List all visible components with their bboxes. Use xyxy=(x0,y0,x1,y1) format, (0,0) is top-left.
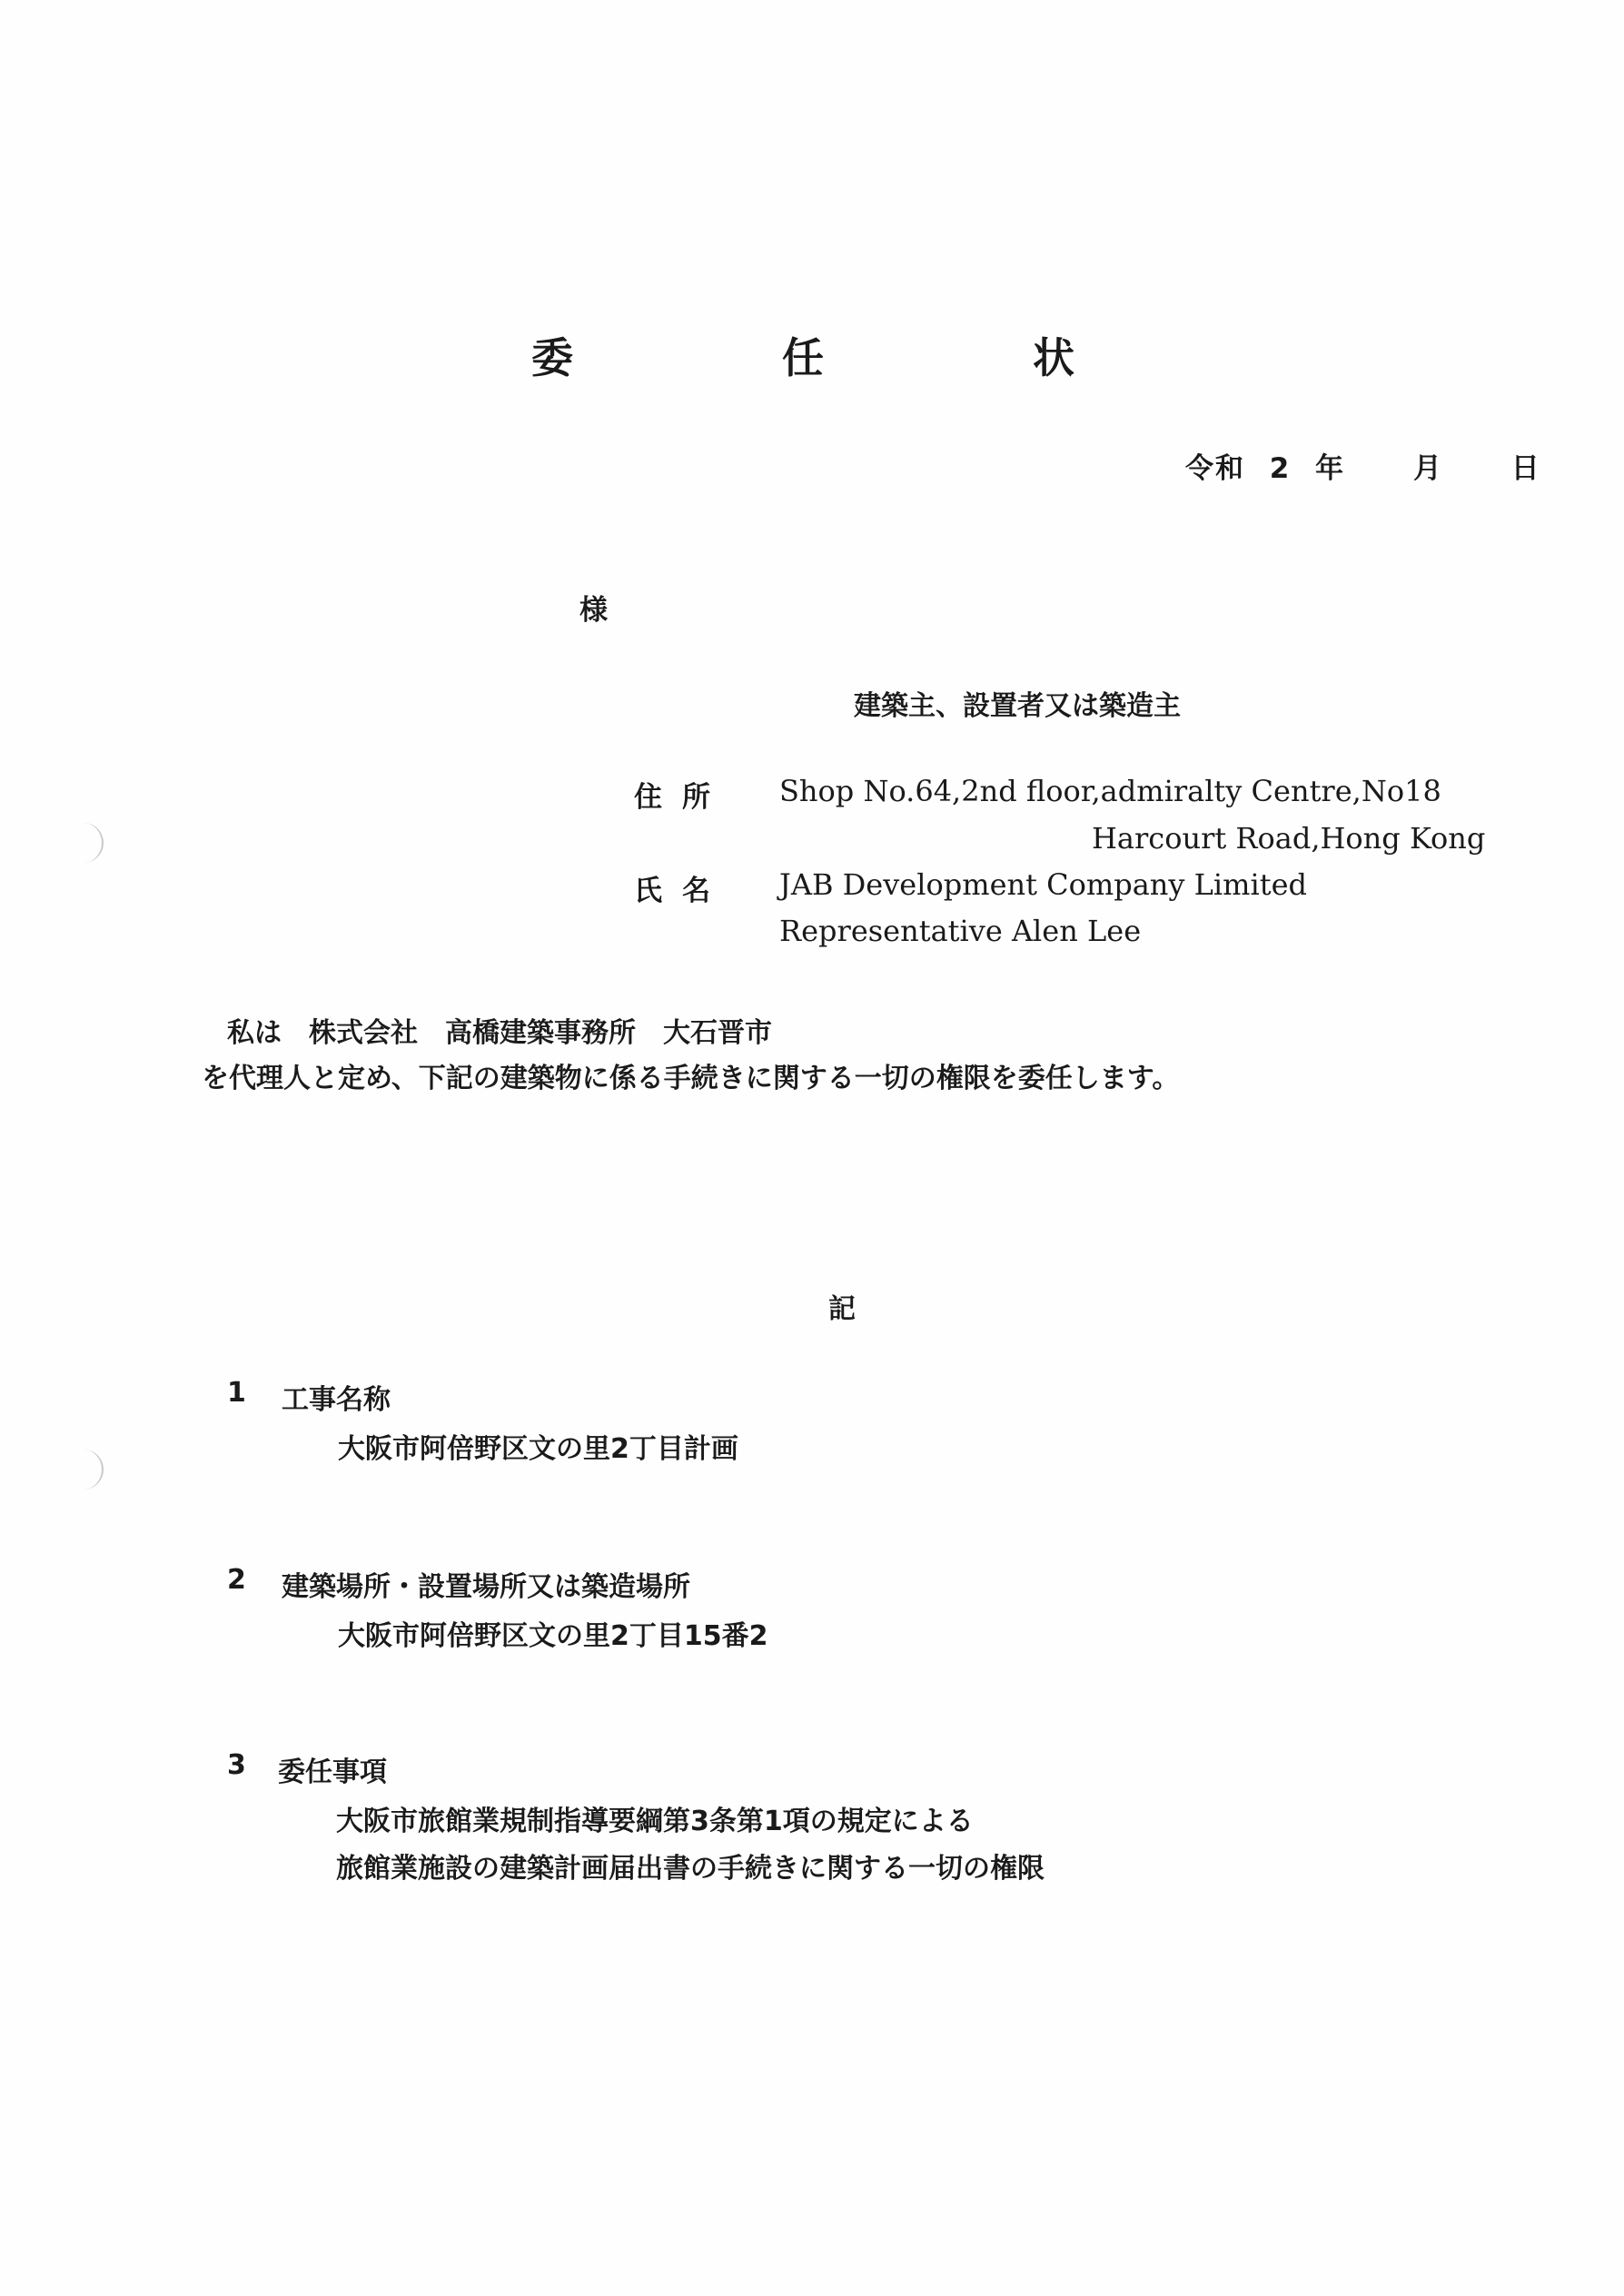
date-era: 令和 xyxy=(1185,452,1245,485)
item-detail: 大阪市旅館業規制指導要綱第3条第1項の規定による xyxy=(336,1806,974,1837)
item-heading: 建築場所・設置場所又は築造場所 xyxy=(282,1571,690,1603)
punch-hole-mark xyxy=(65,823,104,863)
date-year: 2 xyxy=(1269,452,1292,485)
date-month-unit: 月 xyxy=(1412,452,1443,485)
name-label: 氏名 xyxy=(634,875,730,907)
name-line-2: Representative Alen Lee xyxy=(779,914,1142,948)
address-label: 住所 xyxy=(634,781,730,814)
document-date xyxy=(1185,445,1541,486)
body-line-1: 私は 株式会社 高橋建築事務所 大石晋市 xyxy=(227,1017,772,1049)
ki-heading: 記 xyxy=(828,1293,856,1325)
item-number: 3 xyxy=(227,1749,246,1781)
item-detail: 旅館業施設の建築計画届出書の手続きに関する一切の権限 xyxy=(336,1853,1045,1885)
item-heading: 委任事項 xyxy=(278,1757,387,1788)
date-day-unit: 日 xyxy=(1510,452,1541,485)
item-detail: 大阪市阿倍野区文の里2丁目15番2 xyxy=(338,1620,768,1652)
date-year-unit: 年 xyxy=(1315,452,1346,485)
document-title: 委 任 状 xyxy=(531,333,1158,382)
punch-hole-mark xyxy=(65,1450,104,1489)
name-line-1: JAB Development Company Limited xyxy=(779,867,1307,902)
address-line-1: Shop No.64,2nd floor,admiralty Centre,No18 xyxy=(779,774,1441,808)
item-heading: 工事名称 xyxy=(282,1384,391,1416)
address-line-2: Harcourt Road,Hong Kong xyxy=(1092,821,1486,856)
item-detail: 大阪市阿倍野区文の里2丁目計画 xyxy=(338,1433,738,1465)
item-number: 1 xyxy=(227,1377,246,1409)
addressee-suffix: 様 xyxy=(579,594,608,627)
item-number: 2 xyxy=(227,1564,246,1596)
applicant-role: 建築主、設置者又は築造主 xyxy=(854,690,1181,722)
body-line-2: を代理人と定め、下記の建築物に係る手続きに関する一切の権限を委任します。 xyxy=(202,1063,1180,1094)
